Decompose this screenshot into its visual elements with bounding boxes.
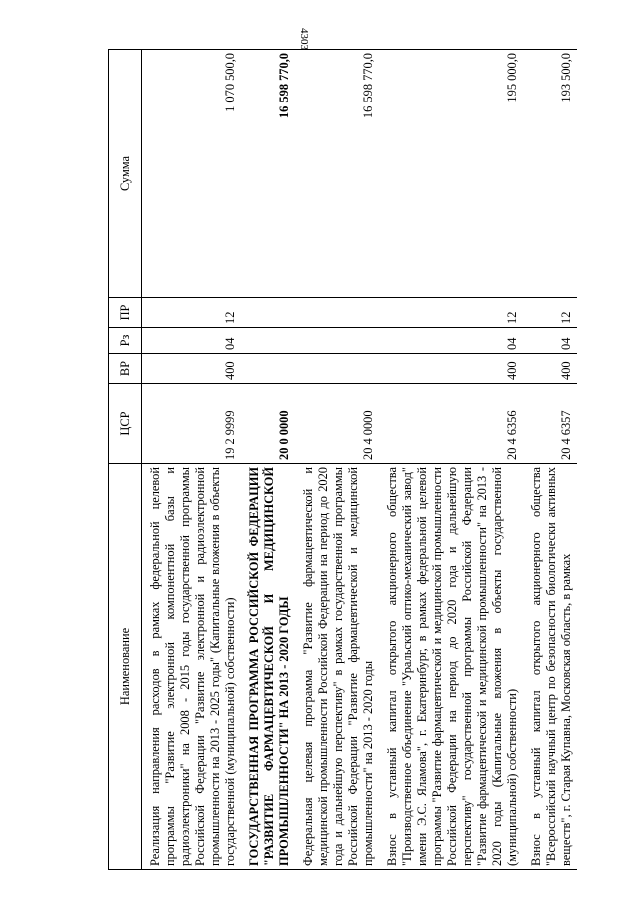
row-rz — [241, 328, 295, 354]
budget-table — [108, 49, 577, 870]
row-vr — [295, 354, 379, 384]
row-pr: 12 — [142, 298, 242, 328]
table-row — [142, 50, 242, 870]
table-row — [295, 50, 379, 870]
table-header-row — [109, 50, 142, 870]
table-row — [241, 50, 295, 870]
row-name: Реализация направления расходов в рамках федеральной целевой программы "Развитие электронной компонентной базы и радиоэлектроники" на 2008 - 2015 годы государственной программы Российской Федерации "Развитие электронной и радиоэлектронной промышленности на 2013 - 2025 годы" (Капитальные вложения в объекты государственной (муниципальной) собственности) — [142, 464, 242, 870]
row-vr: 400 — [379, 354, 523, 384]
row-name: Взнос в уставный капитал открытого акционерного общества "Всероссийский научный центр по безопасности биологически активных веществ", г. Старая Купавна, Московская область, в рамках — [523, 464, 577, 870]
row-name: Взнос в уставный капитал открытого акционерного общества "Производственное объединение "Уральский оптико-механический завод" имени Э.С. Яламова", г. Екатеринбург, в рамках федеральной целевой программы "Развитие фармацевтической и медицинской промышленности Российской Федерации на период до 2020 года и дальнейшую перспективу" государственной программы Российской Федерации "Развитие фармацевтической и медицинской промышленности" на 2013 - 2020 годы (Капитальные вложения в объекты государственной (муниципальной) собственности) — [379, 464, 523, 870]
table-row — [523, 50, 577, 870]
row-csr: 20 0 0000 — [241, 384, 295, 464]
row-name: Федеральная целевая программа "Развитие фармацевтической и медицинской промышленности Российской Федерации на период до 2020 года и дальнейшую перспективу" в рамках государственной программы Российской Федерации "Развитие фармацевтической и медицинской промышленности" на 2013 - 2020 годы — [295, 464, 379, 870]
row-csr: 20 4 6356 — [379, 384, 523, 464]
row-csr: 20 4 6357 — [523, 384, 577, 464]
header-name: Наименование — [109, 464, 142, 870]
row-name: ГОСУДАРСТВЕННАЯ ПРОГРАММА РОССИЙСКОЙ ФЕДЕРАЦИИ "РАЗВИТИЕ ФАРМАЦЕВТИЧЕСКОЙ И МЕДИЦИНСКОЙ ПРОМЫШЛЕННОСТИ" НА 2013 - 2020 ГОДЫ — [241, 464, 295, 870]
row-rz: 04 — [523, 328, 577, 354]
row-rz: 04 — [379, 328, 523, 354]
row-pr — [241, 298, 295, 328]
rotated-page-content — [108, 50, 573, 870]
row-rz: 04 — [142, 328, 242, 354]
row-csr: 20 4 0000 — [295, 384, 379, 464]
header-sum: Сумма — [109, 50, 142, 298]
header-csr: ЦСР — [109, 384, 142, 464]
row-sum: 16 598 770,0 — [241, 50, 295, 298]
table-row — [379, 50, 523, 870]
row-rz — [295, 328, 379, 354]
header-vr: ВР — [109, 354, 142, 384]
row-sum: 195 000,0 — [379, 50, 523, 298]
row-vr: 400 — [523, 354, 577, 384]
row-sum: 1 070 500,0 — [142, 50, 242, 298]
row-vr — [241, 354, 295, 384]
header-pr: ПР — [109, 298, 142, 328]
row-pr: 12 — [379, 298, 523, 328]
row-csr: 19 2 9999 — [142, 384, 242, 464]
row-sum: 16 598 770,0 — [295, 50, 379, 298]
row-vr: 400 — [142, 354, 242, 384]
page-number: 4303 — [298, 28, 310, 50]
row-sum: 193 500,0 — [523, 50, 577, 298]
row-pr — [295, 298, 379, 328]
header-rz: Рз — [109, 328, 142, 354]
row-pr: 12 — [523, 298, 577, 328]
